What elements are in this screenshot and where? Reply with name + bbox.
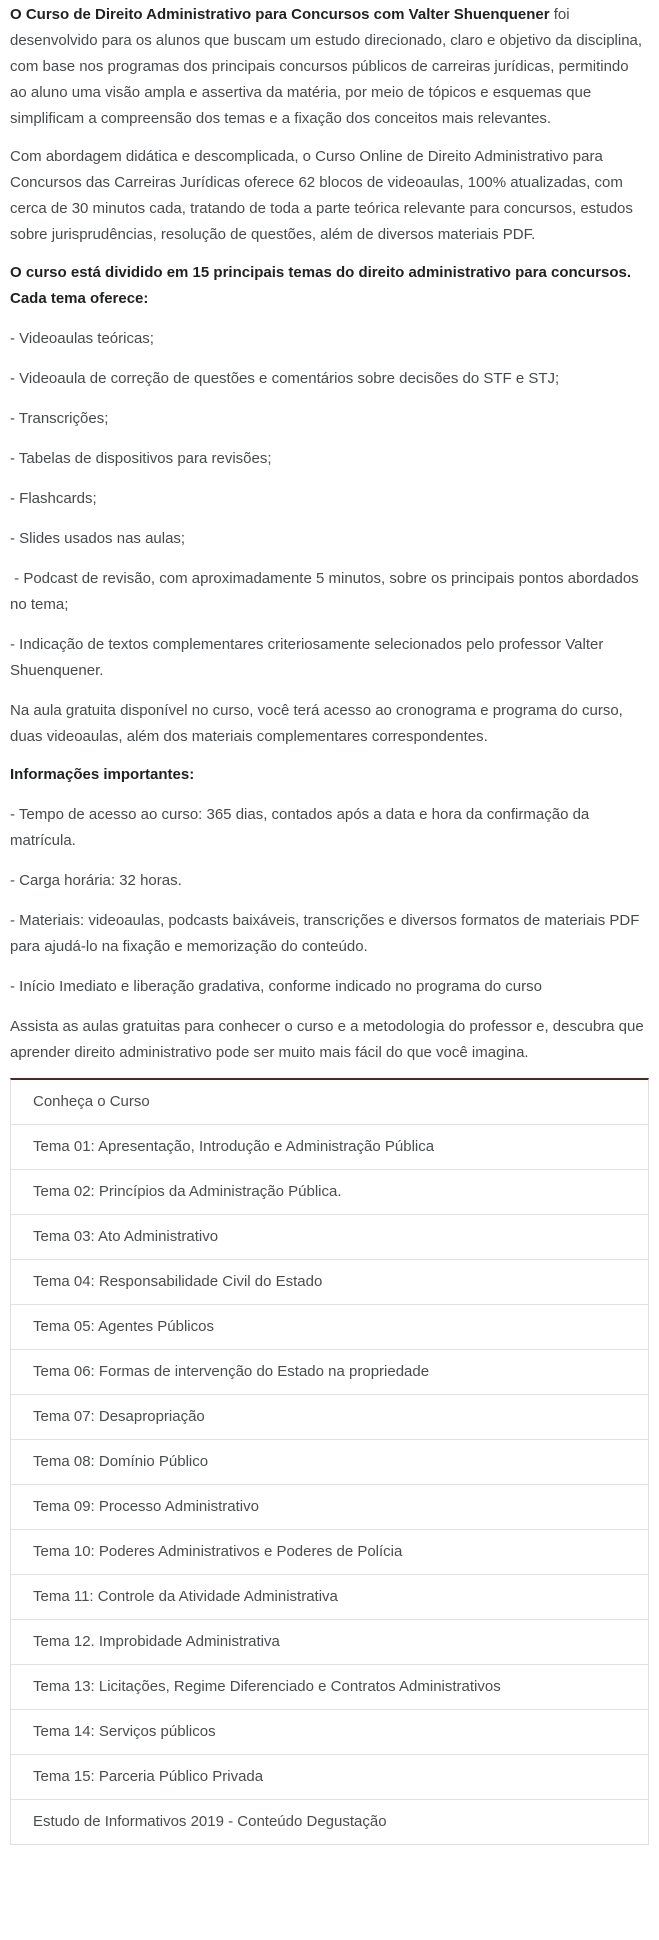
theme-offering-item: - Transcrições; [10,410,109,427]
important-info-item: - Materiais: videoaulas, podcasts baixáveis, transcrições e diversos formatos de materiais PDF para ajudá-lo na fixação e memorização do conteúdo. [10,912,644,955]
important-info-item: - Carga horária: 32 horas. [10,872,182,889]
accordion-row-tema-09[interactable]: Tema 09: Processo Administrativo [11,1485,648,1530]
theme-offering-item: - Indicação de textos complementares criteriosamente selecionados pelo professor Valter Shuenquener. [10,636,608,679]
accordion-row-conheca-o-curso[interactable]: Conheça o Curso [11,1080,648,1125]
accordion-row-tema-12[interactable]: Tema 12. Improbidade Administrativa [11,1620,648,1665]
course-program-accordion [10,1078,649,1845]
accordion-row-tema-14[interactable]: Tema 14: Serviços públicos [11,1710,648,1755]
important-info-item: - Tempo de acesso ao curso: 365 dias, contados após a data e hora da confirmação da matrícula. [10,806,594,849]
theme-offering-item: - Tabelas de dispositivos para revisões; [10,450,272,467]
accordion-row-tema-05[interactable]: Tema 05: Agentes Públicos [11,1305,648,1350]
accordion-row-tema-01[interactable]: Tema 01: Apresentação, Introdução e Administração Pública [11,1125,648,1170]
theme-offering-item: - Podcast de revisão, com aproximadamente 5 minutos, sobre os principais pontos abordados no tema; [10,570,643,613]
closing-paragraph: Assista as aulas gratuitas para conhecer o curso e a metodologia do professor e, descubra que aprender direito administrativo pode ser muito mais fácil do que você imagina. [10,1018,644,1061]
accordion-row-tema-15[interactable]: Tema 15: Parceria Público Privada [11,1755,648,1800]
accordion-row-tema-08[interactable]: Tema 08: Domínio Público [11,1440,648,1485]
intro-paragraph-bold-lead: O Curso de Direito Administrativo para Concursos com Valter Shuenquener [10,6,550,23]
accordion-row-tema-06[interactable]: Tema 06: Formas de intervenção do Estado na propriedade [11,1350,648,1395]
accordion-row-tema-13[interactable]: Tema 13: Licitações, Regime Diferenciado e Contratos Administrativos [11,1665,648,1710]
theme-offering-item: - Videoaulas teóricas; [10,330,154,347]
intro-paragraph-rest: foi desenvolvido para os alunos que buscam um estudo direcionado, claro e objetivo da disciplina, com base nos programas dos principais concursos públicos de carreiras jurídicas, permitindo ao aluno uma visão ampla e assertiva da matéria, por meio de tópicos e esquemas que simplificam a compreensão dos temas e a fixação dos conceitos mais relevantes. [10,6,643,127]
accordion-row-tema-02[interactable]: Tema 02: Princípios da Administração Pública. [11,1170,648,1215]
accordion-row-tema-11[interactable]: Tema 11: Controle da Atividade Administrativa [11,1575,648,1620]
theme-offering-item: - Slides usados nas aulas; [10,530,186,547]
theme-offering-item: - Videoaula de correção de questões e comentários sobre decisões do STF e STJ; [10,370,560,387]
accordion-row-tema-03[interactable]: Tema 03: Ato Administrativo [11,1215,648,1260]
methodology-paragraph: Com abordagem didática e descomplicada, o Curso Online de Direito Administrativo para Concursos das Carreiras Jurídicas oferece 62 blocos de videoaulas, 100% atualizadas, com cerca de 30 minutos cada, tratando de toda a parte teórica relevante para concursos, estudos sobre jurisprudências, resolução de questões, além de diversos materiais PDF. [10,148,633,243]
accordion-row-estudo-informativos[interactable]: Estudo de Informativos 2019 - Conteúdo Degustação [11,1800,648,1844]
accordion-row-tema-04[interactable]: Tema 04: Responsabilidade Civil do Estado [11,1260,648,1305]
free-lesson-paragraph: Na aula gratuita disponível no curso, você terá acesso ao cronograma e programa do curso, duas videoaulas, além dos materiais complementares correspondentes. [10,702,623,745]
important-info-heading: Informações importantes: [10,766,195,783]
structure-heading: O curso está dividido em 15 principais temas do direito administrativo para concursos. Cada tema oferece: [10,264,632,307]
intro-paragraph [10,2,648,132]
accordion-row-tema-07[interactable]: Tema 07: Desapropriação [11,1395,648,1440]
accordion-row-tema-10[interactable]: Tema 10: Poderes Administrativos e Poderes de Polícia [11,1530,648,1575]
theme-offering-item: - Flashcards; [10,490,97,507]
important-info-item: - Início Imediato e liberação gradativa, conforme indicado no programa do curso [10,978,542,995]
